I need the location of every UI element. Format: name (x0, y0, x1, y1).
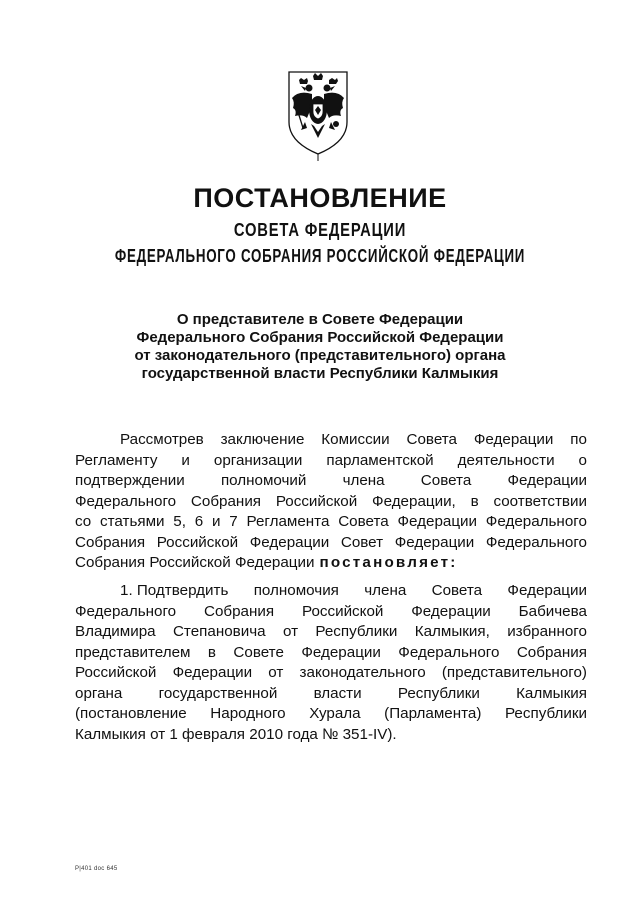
subject-line: государственной власти Республики Калмыкия (141, 365, 499, 382)
paragraph-line: (постановление Народного Хурала (Парламента) Республики (75, 705, 587, 722)
paragraph-line: Российской Федерации от законодательного (представительного) (75, 664, 587, 681)
paragraph-line: органа государственной власти Республики Калмыкия (75, 684, 587, 702)
subject-line: О представителе в Совете Федерации (176, 311, 464, 328)
paragraph-line: представителем в Совете Федерации Федерального Собрания (75, 643, 587, 661)
paragraph-line: Регламенту и организации парламентской деятельности о (75, 451, 587, 469)
paragraph-line: 1. Подтвердить полномочия члена Совета Федерации (120, 582, 587, 599)
document-subject (90, 311, 550, 383)
paragraph-line: со статьями 5, 6 и 7 Регламента Совета Федерации Федерального (75, 513, 587, 530)
russian-coat-of-arms-icon (283, 66, 353, 162)
preamble-paragraph (75, 430, 587, 574)
paragraph-line: Федерального Собрания Российской Федерации Бабичева (75, 602, 587, 620)
paragraph-line: Собрания Российской Федерации Совет Федерации Федерального (75, 533, 587, 551)
paragraph-line: Федерального Собрания Российской Федерации, в соответствии (75, 492, 587, 510)
resolution-item-1 (75, 581, 587, 745)
resolves-word: постановляет: (319, 554, 458, 571)
paragraph-line: Собрания Российской Федерации постановляет: (75, 553, 587, 574)
paragraph-line: Владимира Степановича от Республики Калмыкия, избранного (75, 623, 587, 640)
issuing-body-line-1: СОВЕТА ФЕДЕРАЦИИ (233, 220, 407, 240)
subject-line: Федерального Собрания Российской Федерации (136, 329, 504, 346)
document-code: Р|401 doc 645 (75, 866, 118, 872)
paragraph-line: Рассмотрев заключение Комиссии Совета Федерации по (120, 431, 587, 448)
document-title: ПОСТАНОВЛЕНИЕ (193, 183, 447, 213)
issuing-body-line-2: ФЕДЕРАЛЬНОГО СОБРАНИЯ РОССИЙСКОЙ ФЕДЕРАЦИИ (114, 246, 526, 266)
paragraph-line: Калмыкия от 1 февраля 2010 года № 351-IV). (75, 725, 397, 743)
subject-line: от законодательного (представительного) органа (134, 347, 506, 364)
paragraph-line: подтверждении полномочий члена Совета Федерации (75, 472, 587, 489)
